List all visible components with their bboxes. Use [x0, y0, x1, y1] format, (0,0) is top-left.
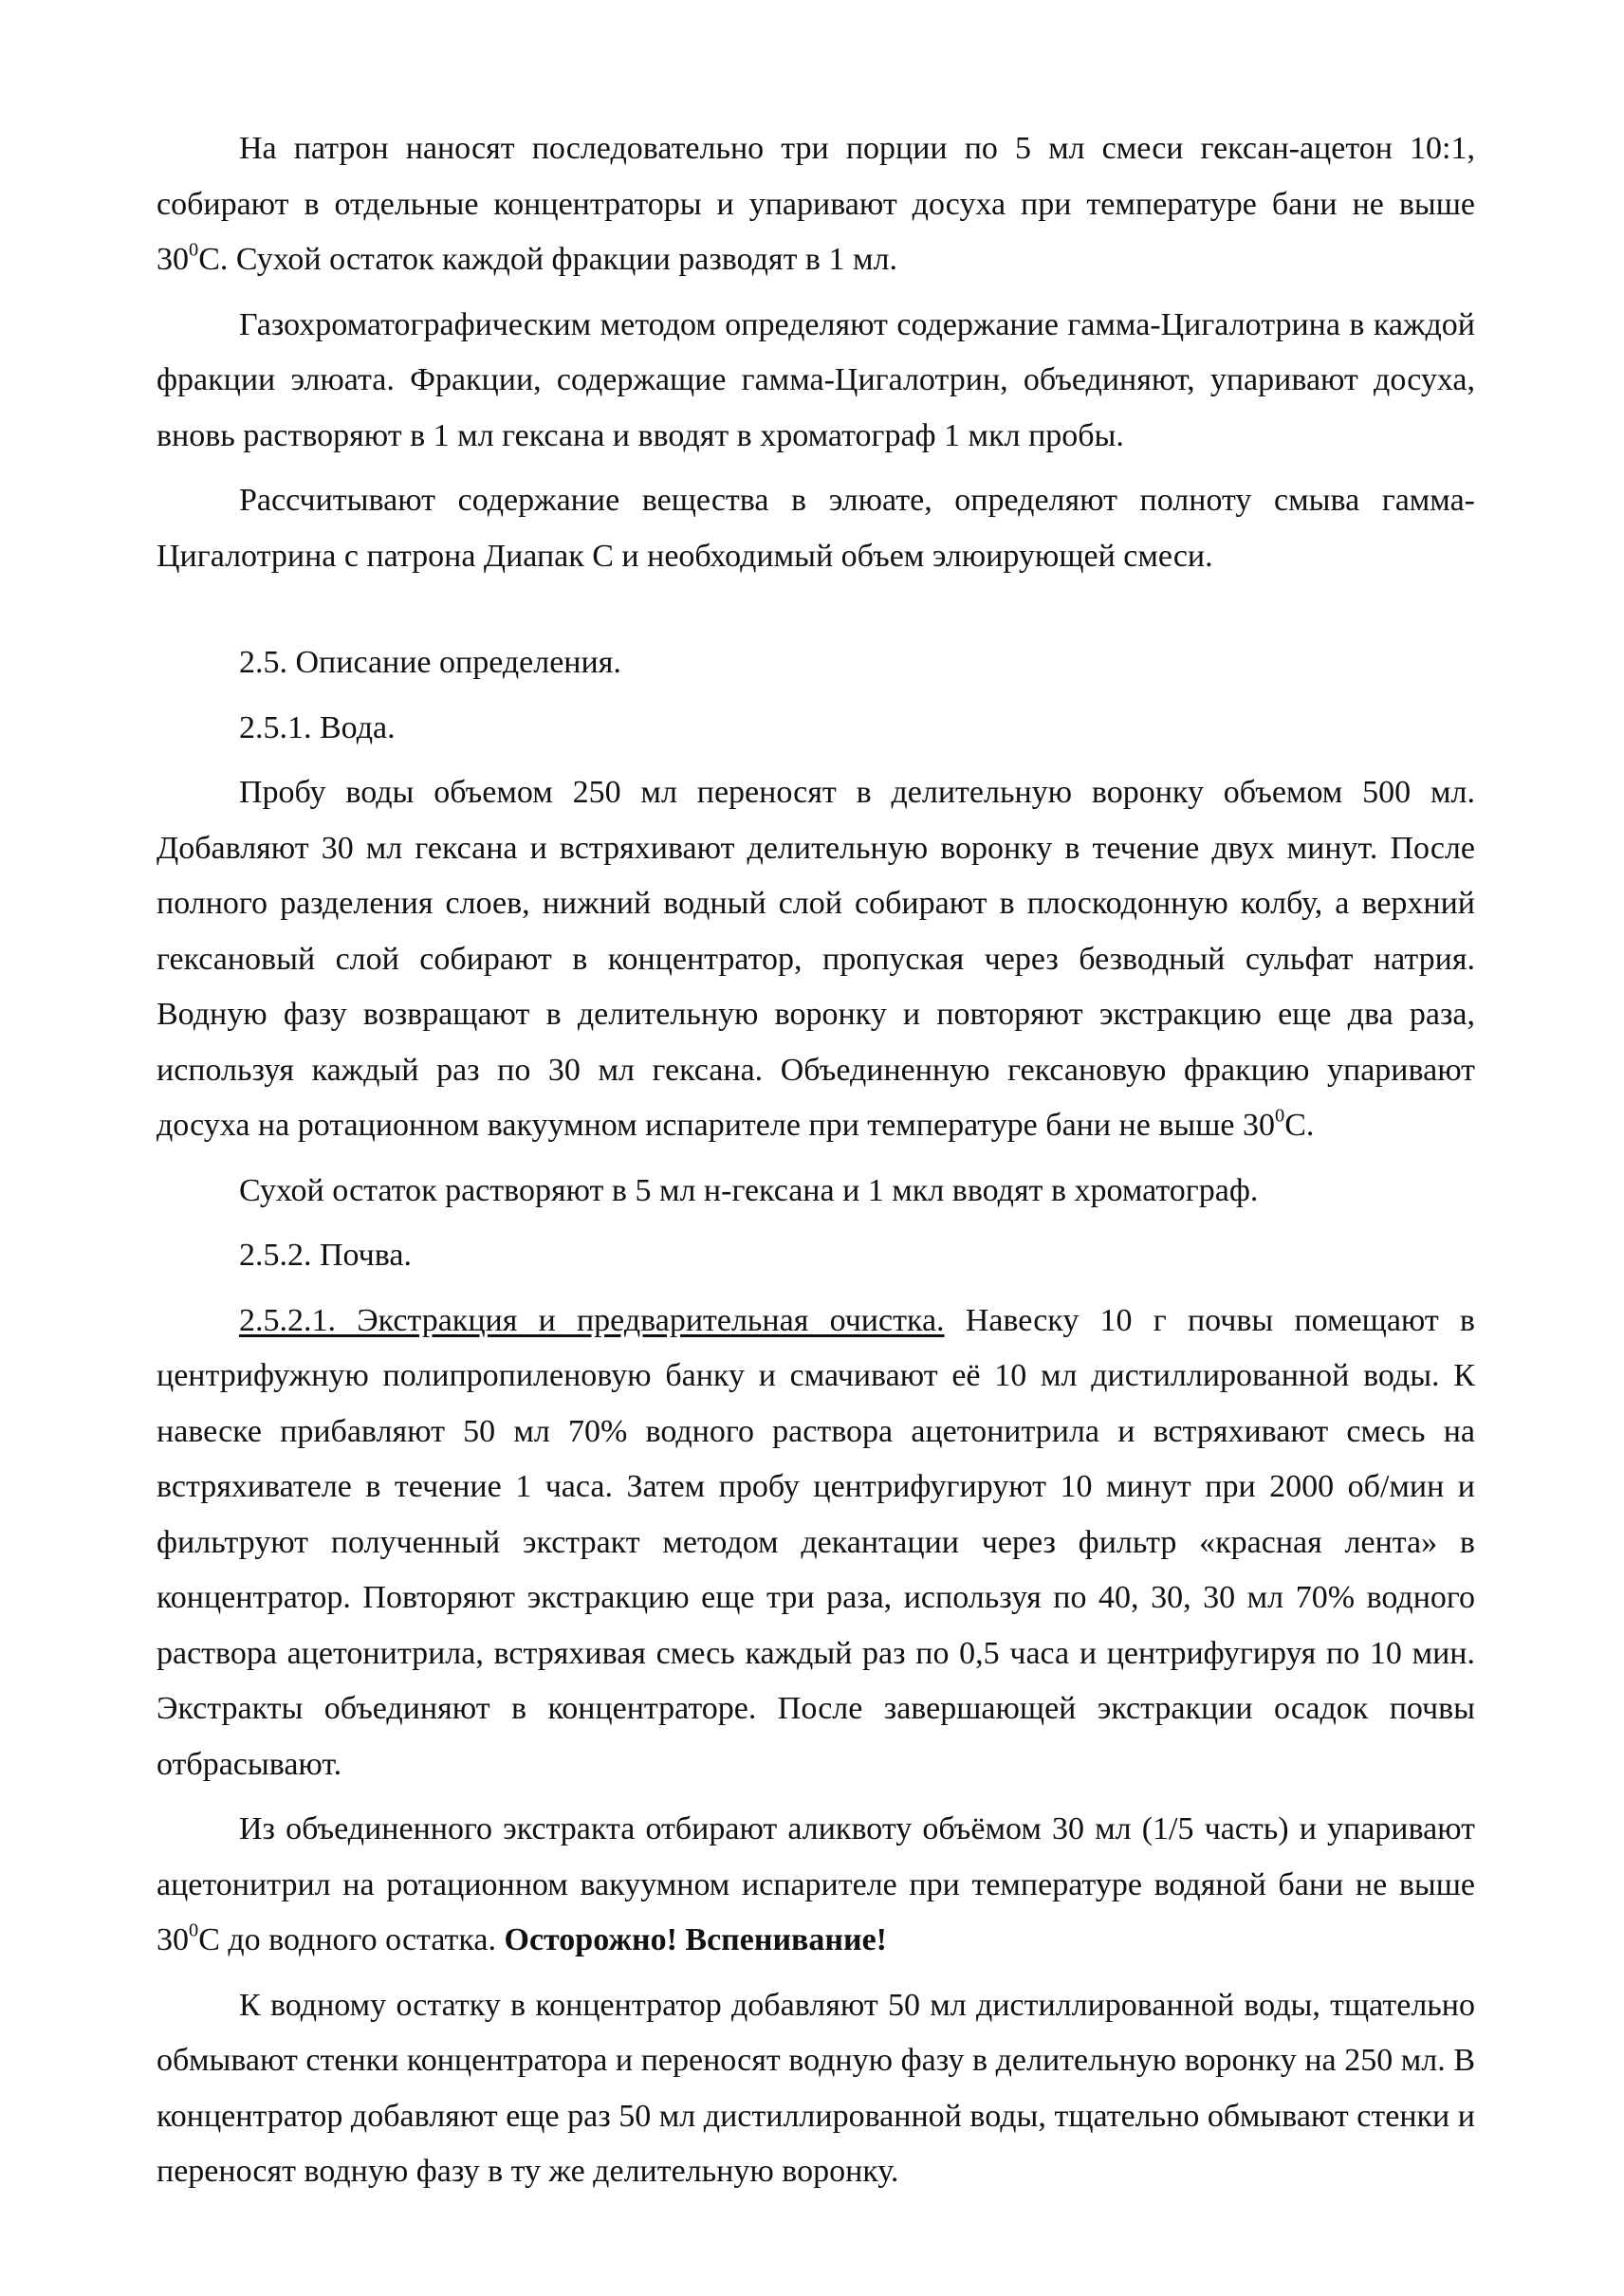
paragraph-text: На патрон наносят последовательно три порции по 5 мл смеси гексан-ацетон 10:1, собирают в отдельные концентраторы и упаривают досуха при температуре бани не выше 30 — [157, 131, 1475, 277]
subsection-heading-2-5-2-1: 2.5.2.1. Экстракция и предварительная очистка. — [239, 1302, 945, 1338]
paragraph-water-rinse: К водному остатку в концентратор добавляют 50 мл дистиллированной воды, тщательно обмывают стенки концентратора и переносят водную фазу в делительную воронку на 250 мл. В концентратор добавляют еще раз 50 мл дистиллированной воды, тщательно обмывают стенки и переносят водную фазу в ту же делительную воронку. — [157, 1987, 1475, 2189]
paragraph-text: Навеску 10 г почвы помещают в центрифужную полипропиленовую банку и смачивают её 10 мл дистиллированной воды. К навеске прибавляют 50 мл 70% водного раствора ацетонитрила и встряхивают смесь на встряхивателе в течение 1 часа. Затем пробу центрифугируют 10 минут при 2000 об/мин и фильтруют полученный экстракт методом декантации через фильтр «красная лента» в концентратор. Повторяют экстракцию еще три раза, используя по 40, 30, 30 мл 70% водного раствора ацетонитрила, встряхивая смесь каждый раз по 0,5 часа и центрифугируя по 10 мин. Экстракты объединяют в концентраторе. После завершающей экстракции осадок почвы отбрасывают. — [157, 1302, 1475, 1782]
paragraph-gc-fractions: Газохроматографическим методом определяют содержание гамма-Цигалотрина в каждой фракции элюата. Фракции, содержащие гамма-Цигалотрин, объединяют, упаривают досуха, вновь растворяют в 1 мл гексана и вводят в хроматограф 1 мкл пробы. — [157, 306, 1475, 453]
degree-superscript: 0 — [1275, 1105, 1285, 1127]
degree-superscript: 0 — [189, 239, 199, 261]
paragraph-text: Пробу воды объемом 250 мл переносят в делительную воронку объемом 500 мл. Добавляют 30 мл гексана и встряхивают делительную воронку в течение двух минут. После полного разделения слоев, нижний водный слой собирают в плоскодонную колбу, а верхний гексановый слой собирают в концентратор, пропуская через безводный сульфат натрия. Водную фазу возвращают в делительную воронку и повторяют экстракцию еще два раза, используя каждый раз по 30 мл гексана. Объединенную гексановую фракцию упаривают досуха на ротационном вакуумном испарителе при температуре бани не выше 30 — [157, 775, 1475, 1143]
document-body — [157, 121, 1475, 2200]
degree-superscript: 0 — [189, 1919, 199, 1941]
paragraph-soil-extraction — [157, 1294, 1475, 1793]
paragraph-text-tail: С. — [1284, 1108, 1315, 1143]
paragraph-text: Из объединенного экстракта отбирают аликвоту объёмом 30 мл (1/5 часть) и упаривают ацетонитрил на ротационном вакуумном испарителе при температуре водяной бани не выше 30 — [157, 1811, 1475, 1957]
paragraph-aliquot — [157, 1802, 1475, 1969]
paragraph-dry-residue: Сухой остаток растворяют в 5 мл н-гексана и 1 мкл вводят в хроматограф. — [239, 1172, 1259, 1208]
section-heading-2-5-1: 2.5.1. Вода. — [239, 709, 396, 745]
paragraph-calculation: Рассчитывают содержание вещества в элюате, определяют полноту смыва гамма-Цигалотрина с патрона Диапак С и необходимый объем элюирующей смеси. — [157, 483, 1475, 574]
paragraph-water-extraction — [157, 765, 1475, 1154]
warning-foaming: Осторожно! Вспенивание! — [504, 1922, 888, 1957]
section-heading-2-5: 2.5. Описание определения. — [239, 645, 621, 680]
paragraph-cartridge-elution — [157, 121, 1475, 288]
paragraph-text-tail: С. Сухой остаток каждой фракции разводят в 1 мл. — [198, 242, 897, 277]
section-heading-2-5-2: 2.5.2. Почва. — [239, 1238, 412, 1273]
paragraph-text-tail: С до водного остатка. — [198, 1922, 505, 1957]
